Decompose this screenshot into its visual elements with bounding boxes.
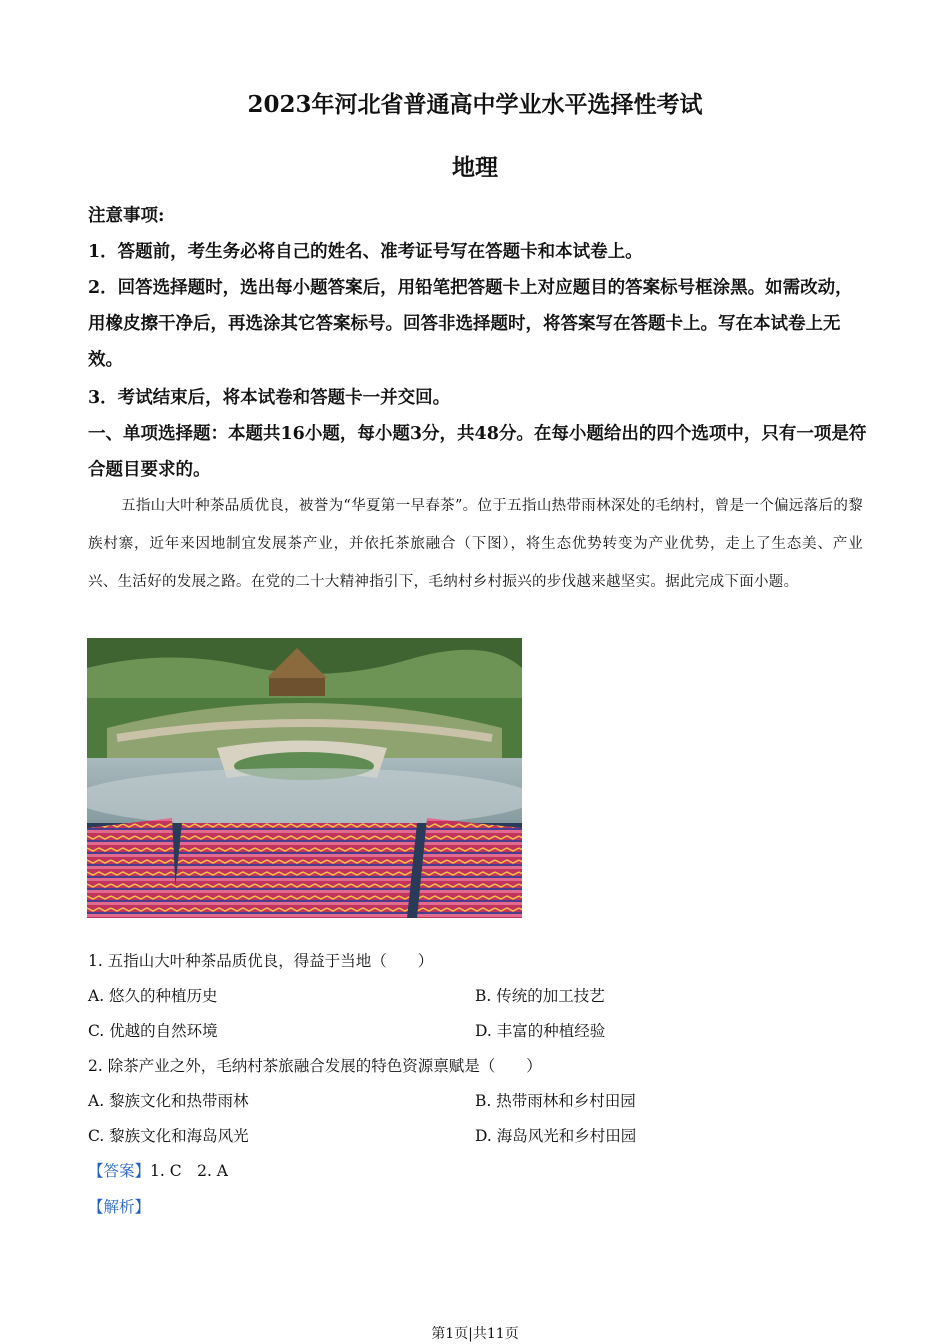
notice-heading: 注意事项:	[88, 206, 165, 226]
notice-item-1: 1．答题前，考生务必将自己的姓名、准考证号写在答题卡和本试卷上。	[88, 242, 643, 262]
analysis-line	[88, 1196, 150, 1218]
answer-line	[88, 1160, 228, 1182]
answer-value: 1. C 2. A	[150, 1162, 229, 1180]
exam-title: 2023年河北省普通高中学业水平选择性考试	[247, 91, 703, 118]
notice-item-2: 2．回答选择题时，选出每小题答案后，用铅笔把答题卡上对应题目的答案标号框涂黑。如需改动，用橡皮擦干净后，再选涂其它答案标号。回答非选择题时，将答案写在答题卡上。写在本试卷上无效。	[88, 278, 853, 370]
question-2-stem: 2. 除茶产业之外，毛纳村茶旅融合发展的特色资源禀赋是（ ）	[88, 1057, 542, 1075]
tea-tourism-photo	[87, 638, 522, 918]
page-footer: 第1页|共11页	[431, 1326, 519, 1342]
reading-passage: 五指山大叶种茶品质优良，被誉为“华夏第一早春茶”。位于五指山热带雨林深处的毛纳村，曾是一个偏远落后的黎族村寨，近年来因地制宜发展茶产业，并依托茶旅融合（下图），将生态优势转变为产业优势，走上了生态美、产业兴、生活好的发展之路。在党的二十大精神指引下，毛纳村乡村振兴的步伐越来越坚实。据此完成下面小题。	[88, 498, 863, 590]
analysis-label: 【解析】	[88, 1198, 151, 1216]
notice-item-3: 3．考试结束后，将本试卷和答题卡一并交回。	[88, 388, 451, 408]
question-1-stem: 1. 五指山大叶种茶品质优良，得益于当地（ ）	[88, 952, 434, 970]
section-heading: 一、单项选择题：本题共16小题，每小题3分，共48分。在每小题给出的四个选项中，只有一项是符合题目要求的。	[88, 424, 867, 480]
question-1-option-d: D. 丰富的种植经验	[475, 1022, 606, 1040]
question-1-option-a: A. 悠久的种植历史	[88, 987, 218, 1005]
question-2-option-d: D. 海岛风光和乡村田园	[475, 1127, 637, 1145]
answer-label: 【答案】	[88, 1162, 151, 1180]
subject-title: 地理	[452, 154, 498, 181]
question-1-option-c: C. 优越的自然环境	[88, 1022, 218, 1040]
question-1-option-b: B. 传统的加工技艺	[475, 987, 605, 1005]
question-2-option-c: C. 黎族文化和海岛风光	[88, 1127, 249, 1145]
question-2-option-b: B. 热带雨林和乡村田园	[475, 1092, 636, 1110]
question-2-option-a: A. 黎族文化和热带雨林	[88, 1092, 249, 1110]
photo-illustration	[87, 638, 522, 918]
